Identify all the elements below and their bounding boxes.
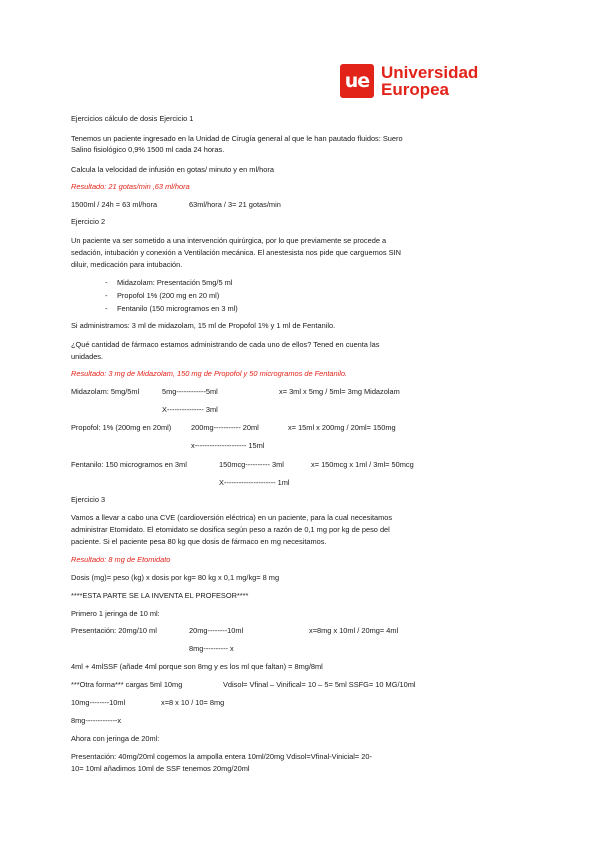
ej3-presentation-10ml: Presentación: 20mg/10 ml [71, 626, 157, 635]
universidad-europea-logo [340, 64, 478, 98]
ej2-question-line-2: unidades. [71, 352, 104, 361]
ej3-syringe-10ml-heading: Primero 1 jeringa de 10 ml: [71, 609, 160, 618]
ej2-paragraph-line-3: diluir, medicación para intubación. [71, 260, 183, 269]
ej3-rule-10ml: 20mg--------10ml [189, 626, 244, 635]
ej3-calc-10ml: x=8mg x 10ml / 20mg= 4ml [309, 626, 399, 635]
ej3-vdisol-formula: Vdisol= Vfinal – Vinifical= 10 – 5= 5ml SSFG= 10 MG/10ml [223, 680, 416, 689]
ej2-result: Resultado: 3 mg de Midazolam, 150 mg de Propofol y 50 microgramos de Fentanilo. [71, 369, 348, 378]
ej2-midazolam-label: Midazolam: 5mg/5ml [71, 387, 140, 396]
ej2-title: Ejercicio 2 [71, 217, 106, 226]
ej1-title: Ejercicios cálculo de dosis Ejercicio 1 [71, 114, 194, 123]
ej2-propofol-calc: x= 15ml x 200mg / 20ml= 150mg [288, 423, 396, 432]
logo-line-2: Europea [381, 80, 450, 99]
ej2-midazolam-rule: 5mg------------5ml [162, 387, 218, 396]
ej1-paragraph-line-1: Tenemos un paciente ingresado en la Unidad de Cirugía general al que le han pautado fluidos: Suero [71, 134, 403, 143]
ej3-paragraph-line-1: Vamos a llevar a cabo una CVE (cardioversión eléctrica) en un paciente, para la cual necesitamos [71, 513, 393, 522]
ej3-presentation-20ml: Presentación: 40mg/20ml cogemos la ampolla entera 10ml/20mg Vdisol=Vfinal-Vinicial= 20- [71, 752, 372, 761]
ej1-calc-gotas: 63ml/hora / 3= 21 gotas/min [189, 200, 281, 209]
ej2-administered: Si administramos: 3 ml de midazolam, 15 ml de Propofol 1% y 1 ml de Fentanilo. [71, 321, 336, 330]
ej3-rule-alt: 10mg--------10ml [71, 698, 126, 707]
ej2-drug-item: - Fentanilo (150 microgramos en 3 ml) [71, 304, 443, 314]
ej2-propofol-label: Propofol: 1% (200mg en 20ml) [71, 423, 172, 432]
ej3-calc-alt: x=8 x 10 / 10= 8mg [161, 698, 225, 707]
logo-wordmark [381, 64, 478, 98]
ej3-title: Ejercicio 3 [71, 495, 106, 504]
logo-line-1: Universidad [381, 63, 479, 82]
ej1-paragraph-line-2: Salino fisiológico 0,9% 1500 ml cada 24 horas. [71, 145, 225, 154]
ej2-paragraph-line-1: Un paciente va ser sometido a una intervención quirúrgica, por lo que previamente se procede a [71, 236, 387, 245]
ej3-dilution-note: 4ml + 4mlSSF (añade 4ml porque son 8mg y es los ml que faltan) = 8mg/8ml [71, 662, 323, 671]
ej3-rule-10ml-2: 8mg---------- x [189, 644, 234, 653]
ej2-drug-list [71, 278, 443, 314]
ej2-fentanilo-rule-2: X--------------------- 1ml [219, 478, 290, 487]
ej3-other-method: ***Otra forma*** cargas 5ml 10mg [71, 680, 183, 689]
ej3-final-line: 10= 10ml añadimos 10ml de SSF tenemos 20mg/20ml [71, 764, 250, 773]
ej3-rule-alt-2: 8mg-------------x [71, 716, 122, 725]
ej3-paragraph-line-2: administrar Etomidato. El etomidato se dosifica según peso a razón de 0,1 mg por kg de peso del [71, 525, 390, 534]
ej3-result: Resultado: 8 mg de Etomidato [71, 555, 171, 564]
ej2-paragraph-line-2: sedación, intubación y conexión a Ventilación mecánica. El anestesista nos pide que carguemos SIN [71, 248, 401, 257]
ej2-fentanilo-rule: 150mcg---------- 3ml [219, 460, 284, 469]
ej2-midazolam-calc: x= 3ml x 5mg / 5ml= 3mg Midazolam [279, 387, 400, 396]
ej3-paragraph-line-3: paciente. Si el paciente pesa 80 kg que dosis de fármaco en mg necesitamos. [71, 537, 327, 546]
ej1-calc-ml-hora: 1500ml / 24h = 63 ml/hora [71, 200, 158, 209]
ej2-question-line-1: ¿Qué cantidad de fármaco estamos administrando de cada uno de ellos? Tened en cuenta las [71, 340, 380, 349]
ue-logo-mark [340, 64, 374, 98]
ej2-drug-item: - Propofol 1% (200 mg en 20 ml) [71, 291, 443, 301]
ej3-professor-note: ****ESTA PARTE SE LA INVENTA EL PROFESOR**** [71, 591, 249, 600]
ej3-syringe-20ml-heading: Ahora con jeringa de 20ml: [71, 734, 160, 743]
ej1-question: Calcula la velocidad de infusión en gotas/ minuto y en ml/hora [71, 165, 274, 174]
ej3-dose-formula: Dosis (mg)= peso (kg) x dosis por kg= 80 kg x 0,1 mg/kg= 8 mg [71, 573, 280, 582]
ej2-midazolam-rule-2: X--------------- 3ml [162, 405, 218, 414]
ej2-drug-item: - Midazolam: Presentación 5mg/5 ml [71, 278, 443, 288]
ej2-fentanilo-calc: x= 150mcg x 1ml / 3ml= 50mcg [311, 460, 414, 469]
ej2-fentanilo-label: Fentanilo: 150 microgramos en 3ml [71, 460, 187, 469]
ej2-propofol-rule-2: x--------------------- 15ml [191, 441, 265, 450]
ej1-result: Resultado: 21 gotas/min ,63 ml/hora [71, 182, 190, 191]
logo-mark-text: ue [344, 70, 370, 92]
ej2-propofol-rule: 200mg----------- 20ml [191, 423, 259, 432]
